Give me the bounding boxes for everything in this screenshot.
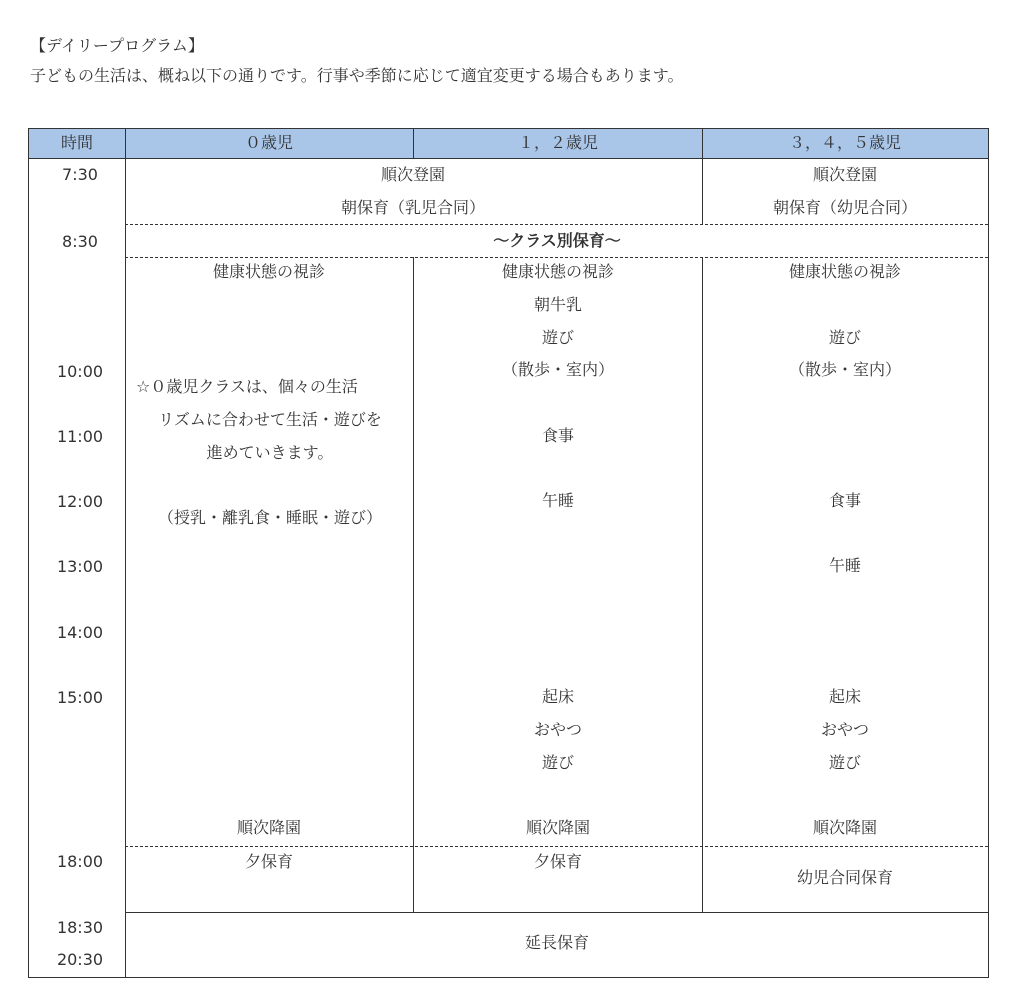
age345-nap: 午睡 — [828, 556, 862, 575]
age0-evening-care: 夕保育 — [244, 852, 294, 871]
age0-note-line1: ☆０歳児クラスは、個々の生活 — [136, 377, 358, 396]
age345-play: 遊び — [828, 328, 862, 347]
age12-play-detail: （散歩・室内） — [501, 360, 615, 379]
time-label: 18:30 — [56, 918, 104, 937]
header-age0: ０歳児 — [244, 133, 294, 152]
time-label: 11:00 — [56, 427, 104, 446]
time-label: 20:30 — [56, 950, 104, 969]
time-column-divider — [125, 128, 126, 977]
time-label: 13:00 — [56, 557, 104, 576]
age345-play-detail: （散歩・室内） — [788, 360, 902, 379]
header-bottom-line — [28, 158, 989, 159]
header-age345: ３，４，５歳児 — [788, 133, 902, 152]
header-divider-1 — [413, 128, 414, 158]
age345-health-check: 健康状態の視診 — [788, 262, 902, 281]
age12-nap: 午睡 — [541, 491, 575, 510]
age0-note-line2: リズムに合わせて生活・遊びを — [158, 410, 382, 429]
age345-wake-up: 起床 — [828, 687, 862, 706]
age345-play-afternoon: 遊び — [828, 753, 862, 772]
header-divider-2 — [702, 128, 703, 158]
time-label: 12:00 — [56, 492, 104, 511]
time-label: 10:00 — [56, 362, 104, 381]
morning-divider — [702, 158, 703, 224]
age0-note-line3: 進めていきます。 — [206, 443, 334, 462]
table-border-bottom — [28, 977, 989, 978]
table-border-top — [28, 128, 989, 129]
page-heading: 【デイリープログラム】 — [30, 36, 204, 55]
time-label: 15:00 — [56, 688, 104, 707]
age12-snack: おやつ — [533, 720, 583, 739]
header-age12: １，２歳児 — [517, 133, 599, 152]
infant-morning-care: 朝保育（乳児合同） — [340, 198, 486, 217]
age0-departure: 順次降園 — [236, 818, 302, 837]
extended-separator — [125, 912, 988, 913]
time-label: 7:30 — [62, 165, 98, 184]
age345-snack: おやつ — [820, 720, 870, 739]
child-arrival: 順次登園 — [812, 165, 878, 184]
age12-departure: 順次降園 — [525, 818, 591, 837]
age12-play-afternoon: 遊び — [541, 753, 575, 772]
age0-note-items: （授乳・離乳食・睡眠・遊び） — [157, 508, 383, 527]
age345-evening-care: 幼児合同保育 — [796, 868, 894, 887]
age0-health-check: 健康状態の視診 — [212, 262, 326, 281]
column-divider-1 — [413, 257, 414, 912]
evening-separator — [125, 846, 988, 847]
class-care-banner: 〜クラス別保育〜 — [493, 231, 621, 250]
table-border-right — [988, 128, 989, 977]
age12-morning-milk: 朝牛乳 — [533, 295, 583, 314]
age12-evening-care: 夕保育 — [533, 852, 583, 871]
time-label: 18:00 — [56, 852, 104, 871]
age345-meal: 食事 — [828, 491, 862, 510]
header-time: 時間 — [60, 133, 94, 152]
age12-wake-up: 起床 — [541, 687, 575, 706]
age12-health-check: 健康状態の視診 — [501, 262, 615, 281]
infant-arrival: 順次登園 — [380, 165, 446, 184]
extended-care: 延長保育 — [524, 933, 590, 952]
age12-play: 遊び — [541, 328, 575, 347]
child-morning-care: 朝保育（幼児合同） — [772, 198, 918, 217]
class-care-separator — [125, 257, 988, 258]
intro-text: 子どもの生活は、概ね以下の通りです。行事や季節に応じて適宜変更する場合もあります。 — [30, 66, 684, 85]
column-divider-2 — [702, 257, 703, 912]
table-border-left — [28, 128, 29, 977]
age12-meal: 食事 — [541, 426, 575, 445]
time-label: 8:30 — [62, 232, 98, 251]
morning-separator — [125, 224, 988, 225]
age345-departure: 順次降園 — [812, 818, 878, 837]
time-label: 14:00 — [56, 623, 104, 642]
